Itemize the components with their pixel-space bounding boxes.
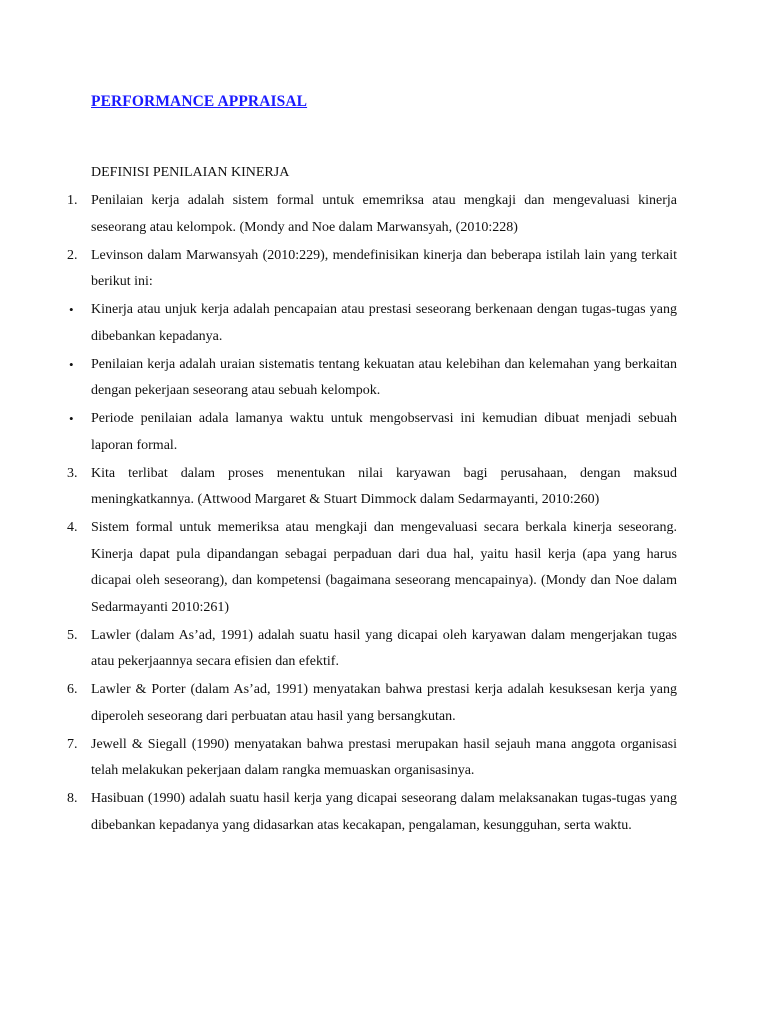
- bullet-icon: •: [69, 356, 74, 372]
- list-item: [67, 786, 677, 839]
- list-item-text: Jewell & Siegall (1990) menyatakan bahwa prestasi merupakan hasil sejauh mana anggota organisasi telah melakukan pekerjaan dalam rangka memuaskan organisasinya.: [91, 736, 677, 778]
- list-number: 5.: [67, 627, 78, 643]
- document-title: PERFORMANCE APPRAISAL: [91, 93, 308, 110]
- list-item-bullet: [69, 406, 677, 459]
- list-item-text: Lawler & Porter (dalam As’ad, 1991) menyatakan bahwa prestasi kerja adalah kesuksesan kerja yang diperoleh seseorang dari perbuatan atau hasil yang bersangkutan.: [91, 682, 677, 724]
- list-item: [67, 623, 677, 676]
- list-item-bullet: [69, 297, 677, 350]
- list-number: 3.: [67, 465, 78, 481]
- list-item: [67, 732, 677, 785]
- list-item: [67, 461, 677, 514]
- list-item-text: Penilaian kerja adalah uraian sistematis tentang kekuatan atau kelebihan dan kelemahan yang berkaitan dengan pekerjaan seseorang atau sebuah kelompok.: [91, 356, 677, 398]
- definition-list: [0, 188, 768, 841]
- list-number: 4.: [67, 520, 78, 535]
- list-item: [67, 243, 677, 296]
- list-item-text: Kita terlibat dalam proses menentukan nilai karyawan bagi perusahaan, dengan maksud meningkatkannya. (Attwood Margaret & Stuart Dimmock dalam Sedarmayanti, 2010:260): [91, 465, 677, 507]
- section-heading: DEFINISI PENILAIAN KINERJA: [91, 165, 290, 180]
- list-item: [67, 515, 677, 621]
- list-item: [67, 188, 677, 241]
- list-item-bullet: [69, 352, 677, 405]
- bullet-icon: •: [69, 411, 74, 426]
- list-item-text: Periode penilaian adala lamanya waktu untuk mengobservasi ini kemudian dibuat menjadi sebuah laporan formal.: [91, 411, 677, 453]
- list-item: [67, 677, 677, 730]
- list-number: 2.: [67, 247, 78, 263]
- bullet-icon: •: [69, 302, 74, 317]
- list-number: 8.: [67, 791, 78, 806]
- list-number: 6.: [67, 682, 78, 697]
- list-item-text: Lawler (dalam As’ad, 1991) adalah suatu hasil yang dicapai oleh karyawan dalam mengerjakan tugas atau pekerjaannya secara efisien dan efektif.: [91, 627, 677, 669]
- list-item-text: Kinerja atau unjuk kerja adalah pencapaian atau prestasi seseorang berkenaan dengan tugas-tugas yang dibebankan kepadanya.: [91, 302, 677, 344]
- list-number: 1.: [67, 193, 78, 208]
- list-item-text: Sistem formal untuk memeriksa atau mengkaji dan mengevaluasi secara berkala kinerja seseorang. Kinerja dapat pula dipandangan sebagai perpaduan dari dua hal, yaitu hasil kerja (apa yang harus dicapai oleh seseorang), dan kompetensi (bagaimana seseorang mencapainya). (Mondy dan Noe dalam Sedarmayanti 2010:261): [91, 520, 677, 615]
- list-item-text: Levinson dalam Marwansyah (2010:229), mendefinisikan kinerja dan beberapa istilah lain yang terkait berikut ini:: [91, 247, 677, 289]
- list-item-text: Hasibuan (1990) adalah suatu hasil kerja yang dicapai seseorang dalam melaksanakan tugas-tugas yang dibebankan kepadanya yang didasarkan atas kecakapan, pengalaman, kesungguhan, serta waktu.: [91, 791, 677, 833]
- list-number: 7.: [67, 736, 78, 752]
- list-item-text: Penilaian kerja adalah sistem formal untuk ememriksa atau mengkaji dan mengevaluasi kinerja seseorang atau kelompok. (Mondy and Noe dalam Marwansyah, (2010:228): [91, 193, 677, 235]
